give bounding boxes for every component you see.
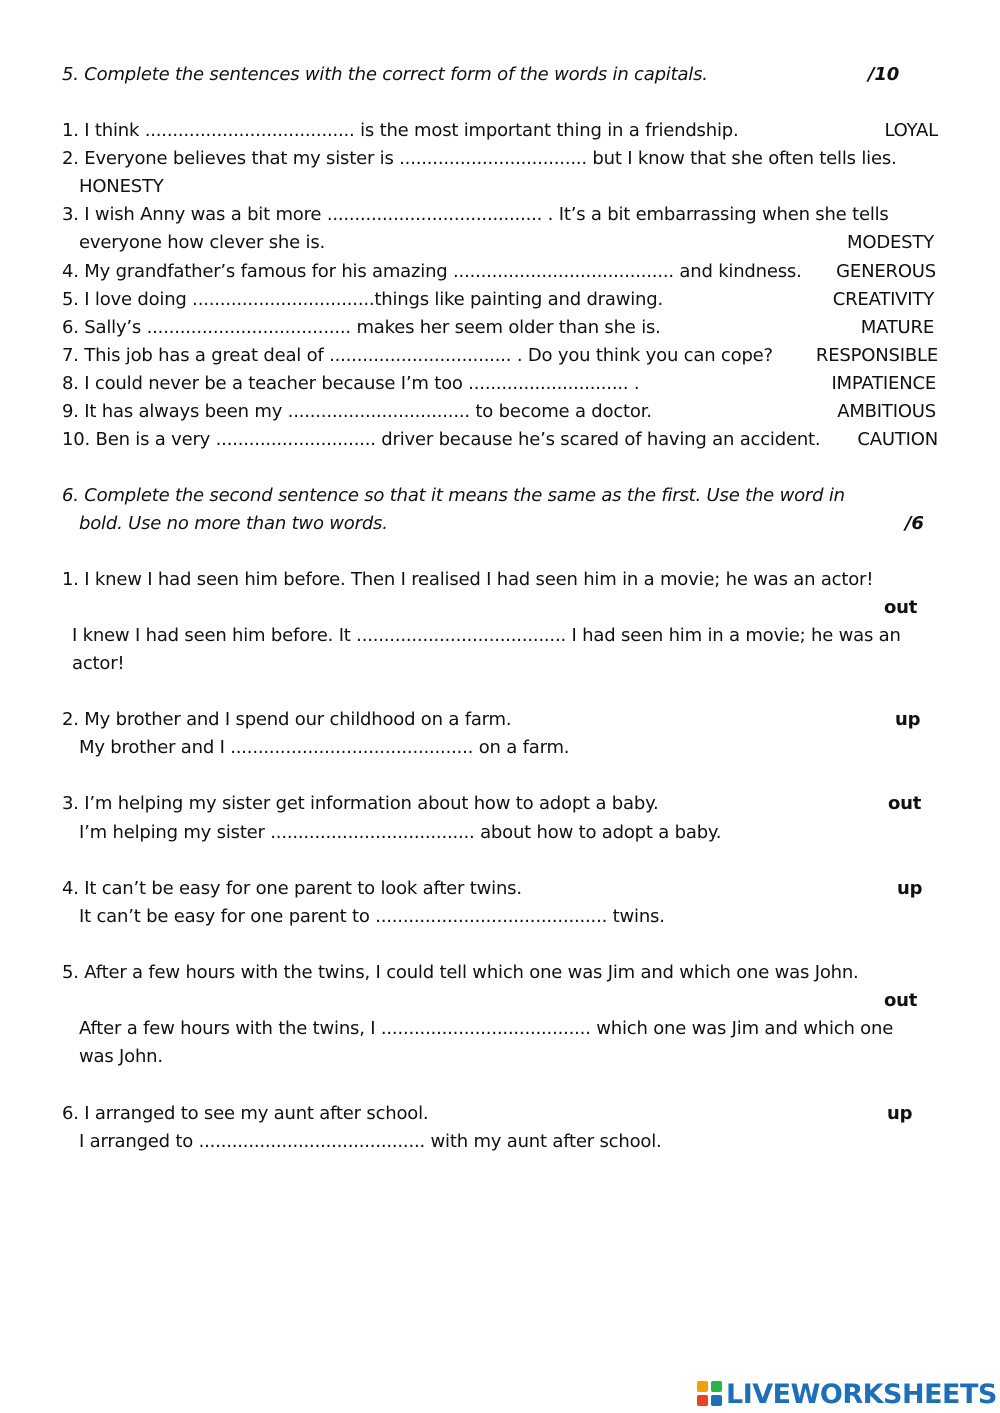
s6-item-4-keyword: up bbox=[897, 878, 923, 899]
s6-item-5-rewrite-cont: was John. bbox=[79, 1046, 163, 1067]
s6-item-3-rewrite: I’m helping my sister ..................................... about how to adopt a baby. bbox=[79, 822, 722, 843]
s6-item-2-rewrite: My brother and I ............................................ on a farm. bbox=[79, 737, 570, 758]
s6-item-5-rewrite: After a few hours with the twins, I ...................................... which one was Jim and which one bbox=[79, 1018, 894, 1039]
s5-item-3-text: 3. I wish Anny was a bit more ....................................... . It’s a bit embarrassing when she tells bbox=[62, 204, 889, 225]
s6-item-2-original: 2. My brother and I spend our childhood on a farm. bbox=[62, 709, 512, 730]
s6-item-1-keyword: out bbox=[884, 597, 918, 618]
s6-item-3-keyword: out bbox=[888, 793, 922, 814]
s5-item-4-text: 4. My grandfather’s famous for his amazing ........................................ and kindness. bbox=[62, 261, 802, 282]
logo-text: LIVEWORKSHEETS bbox=[726, 1378, 997, 1410]
section6-instruction-line1: 6. Complete the second sentence so that it means the same as the first. Use the word in bbox=[62, 485, 845, 506]
section6-score: /6 bbox=[905, 513, 924, 534]
s5-item-5-text: 5. I love doing .................................things like painting and drawing. bbox=[62, 289, 663, 310]
s5-item-6-word: MATURE bbox=[860, 317, 934, 338]
s5-item-5-word: CREATIVITY bbox=[832, 289, 934, 310]
s5-item-8-text: 8. I could never be a teacher because I’m too ............................. . bbox=[62, 373, 640, 394]
s5-item-10-text: 10. Ben is a very ............................. driver because he’s scared of having an accident. bbox=[62, 429, 821, 450]
section5-instruction: 5. Complete the sentences with the correct form of the words in capitals. bbox=[62, 64, 708, 85]
s5-item-7-word: RESPONSIBLE bbox=[815, 345, 938, 366]
s5-item-2-word: HONESTY bbox=[79, 176, 164, 197]
s5-item-9-text: 9. It has always been my ................................. to become a doctor. bbox=[62, 401, 652, 422]
s6-item-5-original: 5. After a few hours with the twins, I could tell which one was Jim and which one was John. bbox=[62, 962, 859, 983]
s5-item-9-word: AMBITIOUS bbox=[837, 401, 936, 422]
s5-item-1-word: LOYAL bbox=[884, 120, 938, 141]
s5-item-4-word: GENEROUS bbox=[836, 261, 936, 282]
s6-item-5-keyword: out bbox=[884, 990, 918, 1011]
section5-score: /10 bbox=[868, 64, 900, 85]
logo-mark-icon bbox=[697, 1381, 723, 1407]
s5-item-3-text2: everyone how clever she is. bbox=[79, 232, 326, 253]
s6-item-6-keyword: up bbox=[887, 1103, 913, 1124]
s6-item-6-original: 6. I arranged to see my aunt after school. bbox=[62, 1103, 429, 1124]
s6-item-1-rewrite: I knew I had seen him before. It ...................................... I had seen him in a movie; he was an bbox=[72, 625, 901, 646]
s6-item-6-rewrite: I arranged to ......................................... with my aunt after school. bbox=[79, 1131, 662, 1152]
s6-item-1-rewrite-cont: actor! bbox=[72, 653, 125, 674]
s6-item-3-original: 3. I’m helping my sister get information about how to adopt a baby. bbox=[62, 793, 659, 814]
s6-item-4-rewrite: It can’t be easy for one parent to .......................................... twins. bbox=[79, 906, 665, 927]
liveworksheets-logo bbox=[697, 1379, 997, 1409]
s5-item-6-text: 6. Sally’s ..................................... makes her seem older than she is. bbox=[62, 317, 661, 338]
s5-item-8-word: IMPATIENCE bbox=[831, 373, 936, 394]
s5-item-7-text: 7. This job has a great deal of ................................. . Do you think you can cope? bbox=[62, 345, 773, 366]
s6-item-1-original: 1. I knew I had seen him before. Then I realised I had seen him in a movie; he was an actor! bbox=[62, 569, 874, 590]
s6-item-2-keyword: up bbox=[895, 709, 921, 730]
section6-instruction-line2: bold. Use no more than two words. bbox=[79, 513, 388, 534]
s5-item-3-word: MODESTY bbox=[847, 232, 934, 253]
s5-item-10-word: CAUTION bbox=[857, 429, 938, 450]
s6-item-4-original: 4. It can’t be easy for one parent to look after twins. bbox=[62, 878, 522, 899]
s5-item-2-text: 2. Everyone believes that my sister is .................................. but I know that she often tells lies. bbox=[62, 148, 897, 169]
s5-item-1-text: 1. I think ...................................... is the most important thing in a friendship. bbox=[62, 120, 739, 141]
